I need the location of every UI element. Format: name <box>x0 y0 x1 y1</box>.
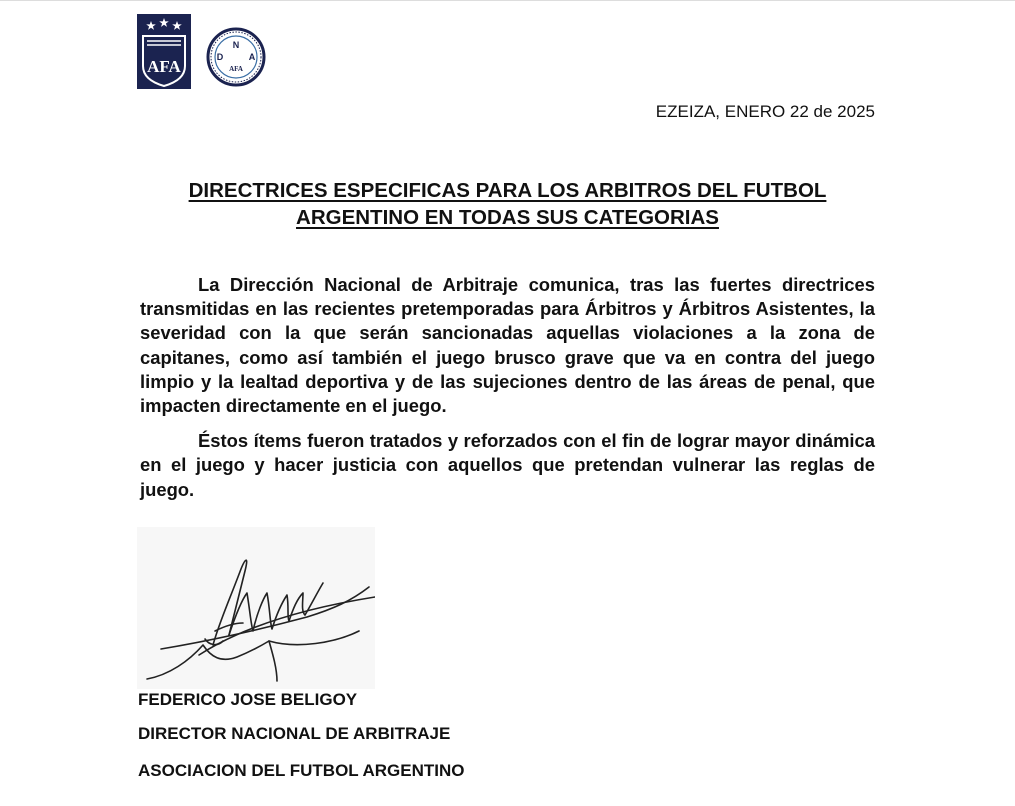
document-title <box>100 177 915 231</box>
page-top-border <box>0 0 1015 1</box>
document-body <box>140 273 875 513</box>
svg-text:AFA: AFA <box>147 57 181 76</box>
handwritten-signature <box>137 527 375 689</box>
signer-organization: ASOCIACION DEL FUTBOL ARGENTINO <box>138 761 465 780</box>
body-paragraph-1: La Dirección Nacional de Arbitraje comunica, tras las fuertes directrices transmitidas en las recientes pretemporadas para Árbitros y Árbitros Asistentes, la severidad con la que serán sancionadas aquellas violaciones a la zona de capitanes, como así también el juego brusco grave que va en contra del juego limpio y la lealtad deportiva y de las sujeciones dentro de las áreas de penal, que impacten directamente en el juego. <box>140 274 875 417</box>
dna-circular-logo <box>203 27 269 87</box>
title-line-2: ARGENTINO EN TODAS SUS CATEGORIAS <box>296 206 719 229</box>
title-line-1: DIRECTRICES ESPECIFICAS PARA LOS ARBITROS DEL FUTBOL <box>188 179 827 202</box>
signer-name: FEDERICO JOSE BELIGOY <box>138 690 358 709</box>
svg-text:D: D <box>216 52 224 62</box>
svg-text:N: N <box>232 40 240 50</box>
signer-role: DIRECTOR NACIONAL DE ARBITRAJE <box>138 724 451 743</box>
document-date: EZEIZA, ENERO 22 de 2025 <box>655 102 875 121</box>
body-paragraph-2: Éstos ítems fueron tratados y reforzados con el fin de lograr mayor dinámica en el juego y hacer justicia con aquellos que pretendan vulnerar las reglas de juego. <box>140 430 875 500</box>
svg-text:AFA: AFA <box>229 65 243 73</box>
svg-text:A: A <box>248 52 256 62</box>
afa-crest-logo <box>137 14 191 89</box>
